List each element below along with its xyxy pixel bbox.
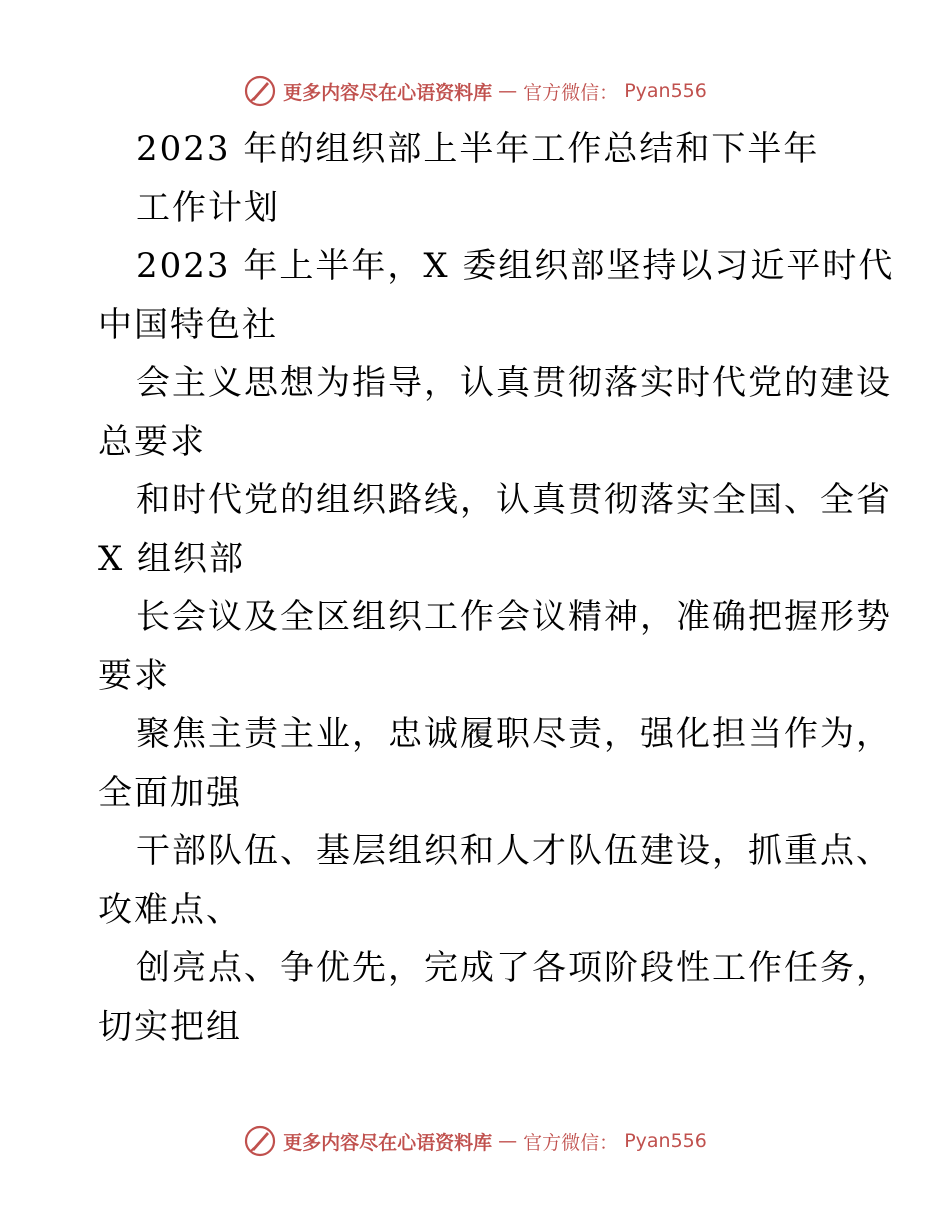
paragraph-line: 会主义思想为指导，认真贯彻落实时代党的建设 xyxy=(136,363,892,403)
footer-banner xyxy=(0,1124,950,1158)
paragraph-line: 干部队伍、基层组织和人才队伍建设，抓重点、 xyxy=(136,831,892,871)
paragraph-line: 创亮点、争优先，完成了各项阶段性工作任务， xyxy=(136,948,892,988)
banner-separator: — xyxy=(498,1130,518,1152)
paragraph-line: 要求 xyxy=(98,655,170,696)
banner-text: 更多内容尽在心语资料库 xyxy=(283,81,493,104)
banner-wechat-label: 官方微信： xyxy=(523,81,619,104)
paragraph-line: 全面加强 xyxy=(98,772,242,813)
quill-logo-icon xyxy=(243,1124,277,1158)
paragraph-line: 和时代党的组织路线，认真贯彻落实全国、全省 xyxy=(136,480,892,520)
document-title-line-2: 工作计划 xyxy=(136,187,280,228)
paragraph-line: X 组织部 xyxy=(98,538,246,579)
paragraph-line: 总要求 xyxy=(98,421,206,462)
paragraph-line: 2023 年上半年，X 委组织部坚持以习近平时代 xyxy=(136,246,895,286)
document-title-line-1: 2023 年的组织部上半年工作总结和下半年 xyxy=(136,129,820,169)
header-banner xyxy=(0,74,950,108)
quill-logo-icon xyxy=(243,74,277,108)
paragraph-line: 中国特色社 xyxy=(98,304,278,345)
banner-separator: — xyxy=(498,80,518,102)
banner-text: 更多内容尽在心语资料库 xyxy=(283,1131,493,1154)
paragraph-line: 聚焦主责主业，忠诚履职尽责，强化担当作为， xyxy=(136,714,892,754)
banner-wechat-id: Pyan556 xyxy=(624,1130,707,1152)
document-body xyxy=(98,120,895,1056)
paragraph-line: 长会议及全区组织工作会议精神，准确把握形势 xyxy=(136,597,892,637)
banner-wechat-id: Pyan556 xyxy=(624,80,707,102)
paragraph-line: 攻难点、 xyxy=(98,889,242,930)
banner-wechat-label: 官方微信： xyxy=(523,1131,619,1154)
paragraph-line: 切实把组 xyxy=(98,1006,242,1047)
